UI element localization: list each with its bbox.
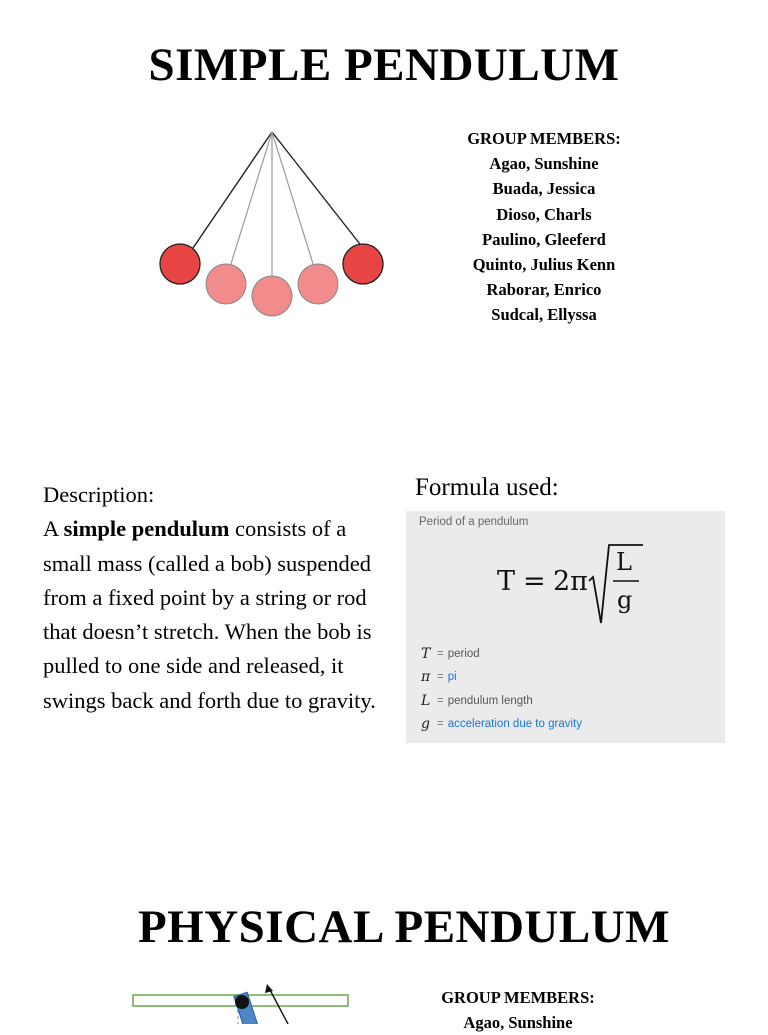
description-text (43, 512, 383, 718)
legend-row (421, 689, 582, 713)
legend-symbol: g (421, 716, 430, 733)
description-label: Description: (43, 482, 155, 507)
period-equation (491, 537, 651, 632)
legend-row (421, 713, 582, 737)
eq-equals: = (523, 566, 546, 597)
group-members (434, 126, 654, 328)
formula-heading: Formula used: (415, 474, 559, 501)
group-members-2 (408, 985, 628, 1035)
legend-text: period (447, 647, 480, 660)
legend-text: pendulum length (447, 694, 533, 707)
simple-pendulum-illustration (150, 122, 400, 322)
member-name: Buada, Jessica (492, 179, 596, 199)
legend-equals: = (437, 718, 444, 731)
legend-row (421, 642, 582, 666)
member-name: Agao, Sunshine (489, 154, 599, 174)
member-name: Sudcal, Ellyssa (491, 305, 597, 325)
member-name: Paulino, Gleeferd (482, 229, 606, 249)
eq-coefficient: 2π (553, 566, 588, 597)
arrow-head (265, 984, 273, 993)
symbol-legend (421, 642, 582, 736)
description-body: consists of a small mass (called a bob) suspended from a fixed point by a string or rod that doesn’t stretch. When the bob is pulled to one side and released, it swings back and forth due to gravity. (43, 516, 376, 713)
group-members-heading: GROUP MEMBERS: (467, 129, 621, 148)
legend-symbol: T (421, 645, 431, 662)
description-block (43, 478, 383, 718)
description-term: simple pendulum (63, 516, 230, 542)
legend-equals: = (437, 647, 444, 660)
bob-left (160, 244, 200, 284)
pi-link[interactable]: pi (447, 671, 457, 684)
legend-row (421, 666, 582, 690)
bob-right (343, 244, 383, 284)
description-intro: A (43, 516, 64, 542)
group-members-heading: GROUP MEMBERS: (441, 988, 595, 1007)
legend-equals: = (437, 694, 444, 707)
eq-lhs: T (497, 566, 516, 597)
legend-equals: = (437, 671, 444, 684)
formula-caption: Period of a pendulum (419, 516, 529, 528)
member-name: Agao, Sunshine (463, 1013, 573, 1033)
eq-numerator: L (616, 548, 632, 576)
section-title: PHYSICAL PENDULUM (137, 901, 671, 953)
pivot-point (235, 995, 249, 1009)
bob-faded-3 (298, 264, 338, 304)
bob-faded-1 (206, 264, 246, 304)
legend-symbol: L (421, 692, 431, 709)
pendulum-strings (193, 132, 363, 277)
member-name: Quinto, Julius Kenn (472, 255, 616, 275)
physical-pendulum-illustration (130, 980, 360, 1024)
eq-denominator: g (617, 586, 633, 614)
bob-faded-2 (252, 276, 292, 316)
legend-symbol: π (421, 669, 431, 686)
member-name: Raborar, Enrico (486, 280, 602, 300)
formula-card (406, 511, 725, 743)
member-name: Dioso, Charls (496, 204, 592, 224)
gravity-link[interactable]: acceleration due to gravity (447, 718, 582, 731)
page-title: SIMPLE PENDULUM (148, 39, 620, 91)
